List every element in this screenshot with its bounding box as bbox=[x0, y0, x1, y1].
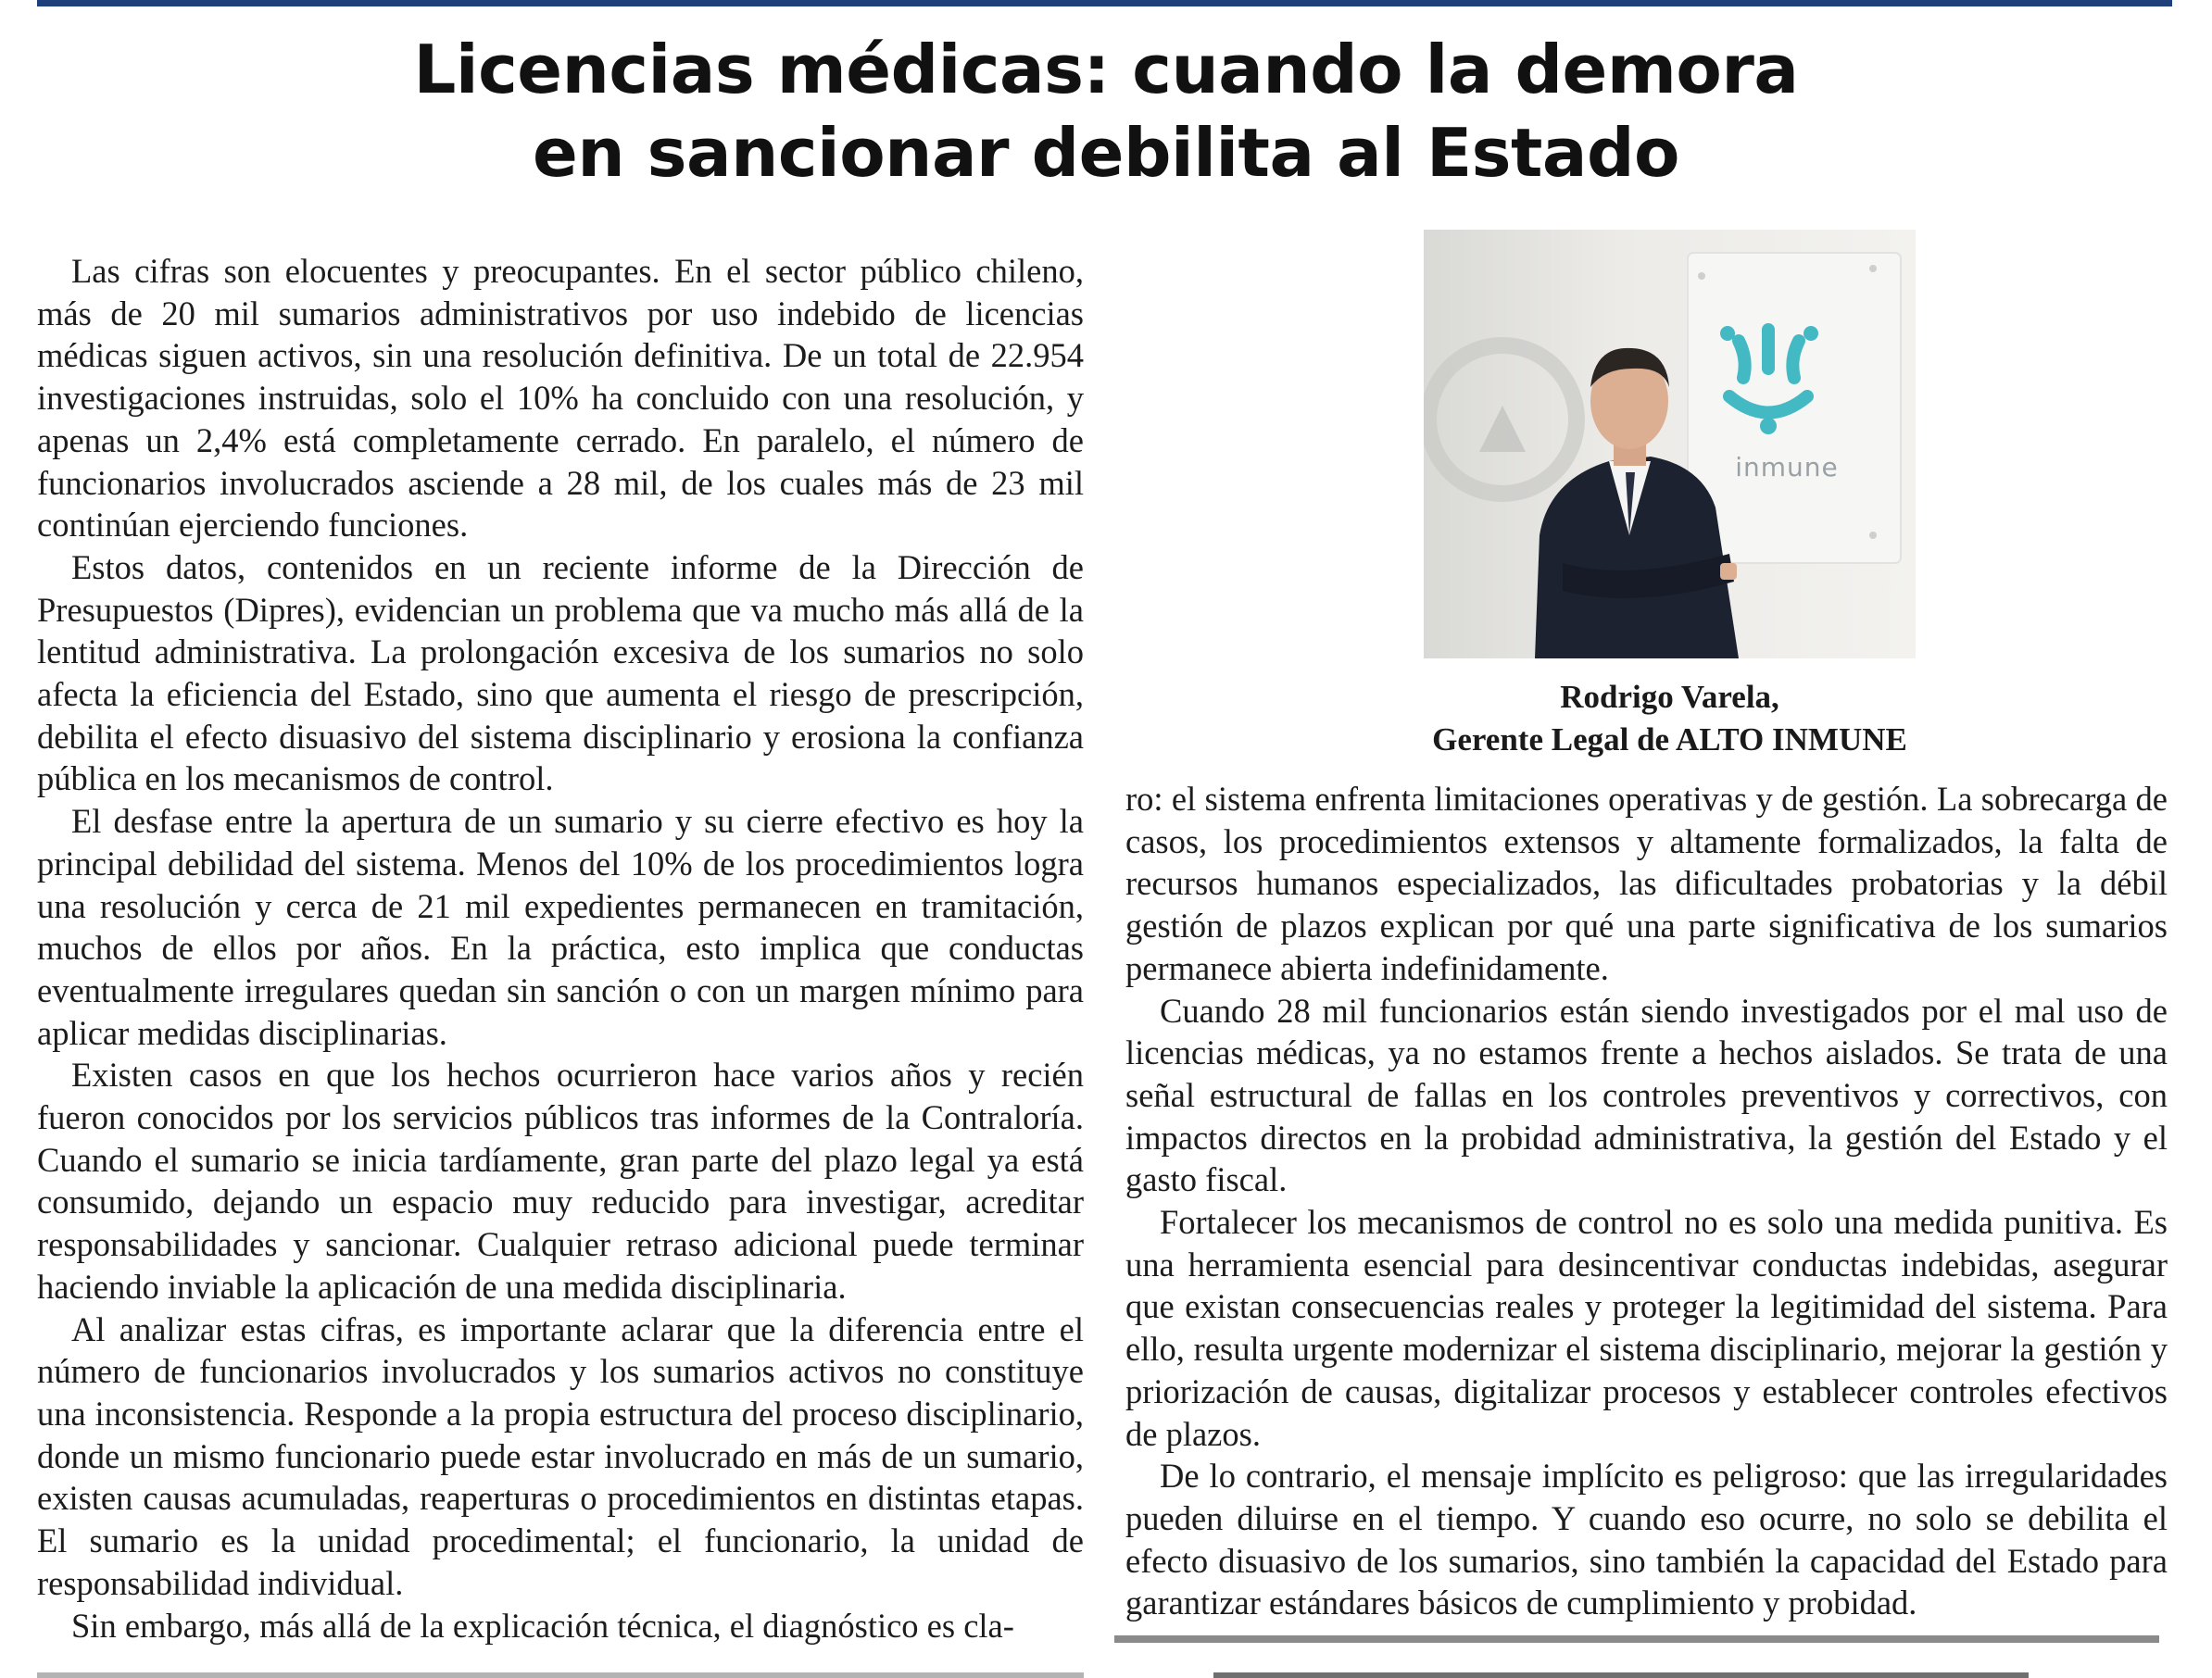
paragraph: El desfase entre la apertura de un sumario y su cierre efectivo es hoy la principal debilidad del sistema. Menos del 10% de los procedimientos logra una resolución y cerca de 21 mil expedientes permanecen en tramitación, muchos de ellos por años. En la práctica, esto implica que conductas eventualmente irregulares quedan sin sanción o con un margen mínimo para aplicar medidas disciplinarias. bbox=[37, 802, 1084, 1052]
headline-line-2: en sancionar debilita al Estado bbox=[533, 114, 1679, 192]
inmune-logo-text: inmune bbox=[1735, 452, 1839, 482]
paragraph: Estos datos, contenidos en un reciente informe de la Dirección de Presupuestos (Dipres), evidencian un problema que va mucho más allá de la lentitud administrativa. La prolongación excesiva de los sumarios no solo afecta la eficiencia del Estado, sino que aumenta el riesgo de prescripción, debilita el efecto disuasivo del sistema disciplinario y erosiona la confianza pública en los mecanismos de control. bbox=[37, 547, 1084, 798]
author-photo-illustration bbox=[1424, 230, 1916, 658]
paragraph-continuation: ro: el sistema enfrenta limitaciones operativas y de gestión. La sobrecarga de casos, los procedimientos extensos y altamente formalizados, la falta de recursos humanos especializados, las dificultades probatorias y la débil gestión de plazos explican por qué una parte significativa de los sumarios permanece abierta indefinidamente. bbox=[1125, 780, 2168, 987]
column-end-rule bbox=[1114, 1635, 2159, 1643]
paragraph: Cuando 28 mil funcionarios están siendo investigados por el mal uso de licencias médicas, ya no estamos frente a hechos aislados. Se trata de una señal estructural de fallas en los controles preventivos y correctivos, con impactos directos en la probidad administrativa, la gestión del Estado y el gasto fiscal. bbox=[1125, 991, 2168, 1199]
author-photo bbox=[1424, 230, 1916, 658]
paragraph: De lo contrario, el mensaje implícito es peligroso: que las irregularidades pueden diluirse en el tiempo. Y cuando eso ocurre, no solo se debilita el efecto disuasivo de los sumarios, sino también la capacidad del Estado para garantizar estándares básicos de cumplimiento y probidad. bbox=[1125, 1457, 2168, 1622]
photo-caption bbox=[1343, 676, 1996, 761]
paragraph: Existen casos en que los hechos ocurrieron hace varios años y recién fueron conocidos por los servicios públicos tras informes de la Contraloría. Cuando el sumario se inicia tardíamente, gran parte del plazo legal ya está consumido, dejando un espacio muy reducido para investigar, acreditar responsabilidades y sancionar. Cualquier retraso adicional puede terminar haciendo inviable la aplicación de una medida disciplinaria. bbox=[37, 1056, 1084, 1306]
paragraph: Fortalecer los mecanismos de control no es solo una medida punitiva. Es una herramienta esencial para desincentivar conductas indebidas, asegurar que existan consecuencias reales y proteger la legitimidad del sistema. Para ello, resulta urgente modernizar el sistema disciplinario, mejorar la gestión y priorización de causas, digitalizar procesos y establecer controles efectivos de plazos. bbox=[1125, 1203, 2168, 1453]
left-column bbox=[37, 250, 1084, 1647]
bottom-rule-left bbox=[37, 1672, 1084, 1678]
caption-role: Gerente Legal de ALTO INMUNE bbox=[1432, 721, 1907, 758]
headline-line-1: Licencias médicas: cuando la demora bbox=[413, 31, 1799, 108]
right-column bbox=[1125, 778, 2168, 1624]
article-headline bbox=[0, 28, 2212, 194]
caption-name: Rodrigo Varela, bbox=[1560, 679, 1779, 715]
bottom-rule-right bbox=[1213, 1672, 2029, 1678]
paragraph: Sin embargo, más allá de la explicación técnica, el diagnóstico es cla- bbox=[71, 1606, 1014, 1645]
top-rule bbox=[37, 0, 2172, 6]
paragraph: Las cifras son elocuentes y preocupantes. En el sector público chileno, más de 20 mil sumarios administrativos por uso indebido de licencias médicas siguen activos, sin una resolución definitiva. De un total de 22.954 investigaciones instruidas, solo el 10% ha concluido con una resolución, y apenas un 2,4% está completamente cerrado. En paralelo, el número de funcionarios involucrados asciende a 28 mil, de los cuales más de 23 mil continúan ejerciendo funciones. bbox=[37, 252, 1084, 545]
paragraph: Al analizar estas cifras, es importante aclarar que la diferencia entre el número de funcionarios involucrados y los sumarios activos no constituye una inconsistencia. Responde a la propia estructura del proceso disciplinario, donde un mismo funcionario puede estar involucrado en más de un sumario, existen causas acumuladas, reaperturas o procedimientos en distintas etapas. El sumario es la unidad procedimental; el funcionario, la unidad de responsabilidad individual. bbox=[37, 1309, 1084, 1602]
